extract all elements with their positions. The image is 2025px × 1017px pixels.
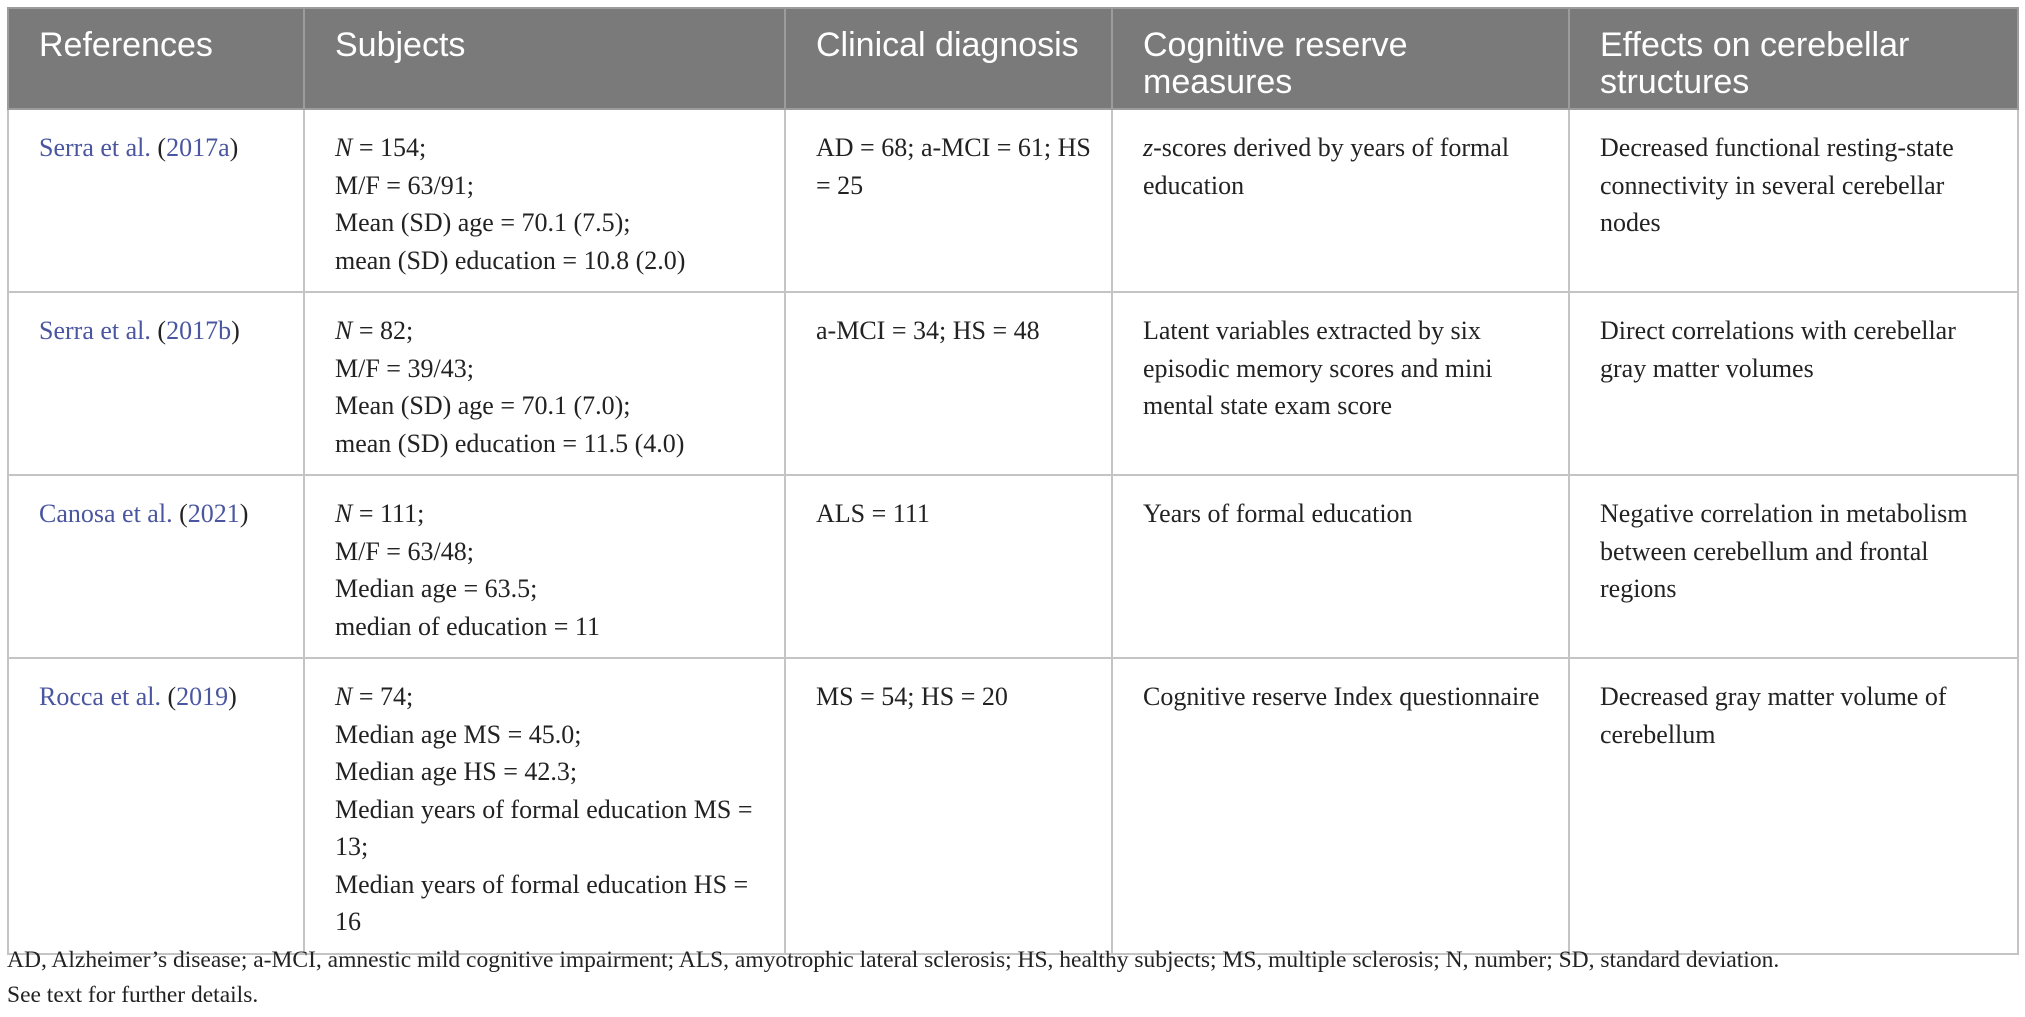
table-footnote <box>7 943 2012 1013</box>
diagnosis-cell: MS = 54; HS = 20 <box>785 658 1112 954</box>
effects-cell: Negative correlation in metabolism between cerebellum and frontal regions <box>1569 475 2018 658</box>
reference-cell <box>8 475 304 658</box>
header-cognitive-reserve-measures: Cognitive reserve measures <box>1112 8 1569 109</box>
reference-link[interactable]: Canosa et al. <box>39 499 173 528</box>
subjects-line: M/F = 63/48; <box>335 536 474 566</box>
header-references: References <box>8 8 304 109</box>
reference-link[interactable]: Serra et al. <box>39 133 151 162</box>
subjects-line: Mean (SD) age = 70.1 (7.0); <box>335 391 631 420</box>
subjects-cell <box>304 658 785 954</box>
paren-open: ( <box>157 316 167 345</box>
subjects-line: Median age MS = 45.0; <box>335 719 582 749</box>
footnote-see-text: See text for further details. <box>7 982 259 1008</box>
effects-cell: Direct correlations with cerebellar gray matter volumes <box>1569 292 2018 475</box>
diagnosis-cell: AD = 68; a-MCI = 61; HS = 25 <box>785 109 1112 292</box>
subjects-line: N = 111; <box>335 499 425 528</box>
subjects-line: M/F = 39/43; <box>335 353 474 383</box>
subjects-line: Median years of formal education MS = 13; <box>335 794 760 861</box>
reference-cell <box>8 109 304 292</box>
header-effects-cerebellar: Effects on cerebellar structures <box>1569 8 2018 109</box>
subjects-line: Median years of formal education HS = 16 <box>335 869 755 936</box>
subjects-line: mean (SD) education = 11.5 (4.0) <box>335 428 685 458</box>
reference-year-link[interactable]: 2021 <box>187 499 240 528</box>
n-var: N <box>335 133 353 162</box>
subjects-line: N = 154; <box>335 133 427 162</box>
measures-text: -scores derived by years of formal education <box>1143 133 1510 200</box>
measures-cell: Latent variables extracted by six episodic memory scores and mini mental state exam score <box>1112 292 1569 475</box>
subjects-line: M/F = 63/91; <box>335 170 474 200</box>
paren-close: ) <box>229 133 239 162</box>
subjects-cell <box>304 475 785 658</box>
studies-table <box>7 7 2019 955</box>
subjects-line: Median age = 63.5; <box>335 574 538 603</box>
effects-cell: Decreased functional resting-state connectivity in several cerebellar nodes <box>1569 109 2018 292</box>
subjects-line: N = 82; <box>335 316 414 345</box>
table-row <box>8 109 2018 292</box>
n-value: 74; <box>380 682 414 711</box>
paren-open: ( <box>167 682 177 711</box>
subjects-line: mean (SD) education = 10.8 (2.0) <box>335 245 686 275</box>
reference-link[interactable]: Serra et al. <box>39 316 151 345</box>
table-row <box>8 658 2018 954</box>
n-value: 111; <box>380 499 425 528</box>
subjects-line: Mean (SD) age = 70.1 (7.5); <box>335 208 631 237</box>
subjects-line: N = 74; <box>335 682 414 711</box>
n-value: 82; <box>380 316 414 345</box>
reference-link[interactable]: Rocca et al. <box>39 682 161 711</box>
table-body <box>8 109 2018 954</box>
paren-close: ) <box>239 499 249 528</box>
diagnosis-cell: a-MCI = 34; HS = 48 <box>785 292 1112 475</box>
reference-cell <box>8 658 304 954</box>
n-var: N <box>335 682 353 711</box>
header-subjects: Subjects <box>304 8 785 109</box>
footnote-abbreviations: AD, Alzheimer’s disease; a-MCI, amnestic mild cognitive impairment; ALS, amyotrophic lateral sclerosis; HS, healthy subjects; MS, multiple sclerosis; N, number; SD, standard deviation. <box>7 947 1780 973</box>
table-row <box>8 475 2018 658</box>
paren-close: ) <box>231 316 240 345</box>
subjects-cell <box>304 109 785 292</box>
header-row <box>8 8 2018 109</box>
reference-year-link[interactable]: 2017b <box>166 316 232 345</box>
diagnosis-cell: ALS = 111 <box>785 475 1112 658</box>
reference-year-link[interactable]: 2017a <box>166 133 230 162</box>
table-row <box>8 292 2018 475</box>
n-var: N <box>335 316 353 345</box>
measures-cell <box>1112 109 1569 292</box>
paren-open: ( <box>179 499 188 528</box>
n-value: 154; <box>380 133 427 162</box>
paren-close: ) <box>228 682 237 711</box>
header-clinical-diagnosis: Clinical diagnosis <box>785 8 1112 109</box>
measures-cell: Cognitive reserve Index questionnaire <box>1112 658 1569 954</box>
subjects-cell <box>304 292 785 475</box>
reference-cell <box>8 292 304 475</box>
paren-open: ( <box>157 133 167 162</box>
subjects-line: Median age HS = 42.3; <box>335 757 578 786</box>
z-var: z <box>1143 133 1154 162</box>
effects-cell: Decreased gray matter volume of cerebellum <box>1569 658 2018 954</box>
table-header <box>8 8 2018 109</box>
n-var: N <box>335 499 353 528</box>
measures-cell: Years of formal education <box>1112 475 1569 658</box>
subjects-line: median of education = 11 <box>335 611 600 641</box>
reference-year-link[interactable]: 2019 <box>176 682 229 711</box>
table-container <box>7 7 2017 955</box>
